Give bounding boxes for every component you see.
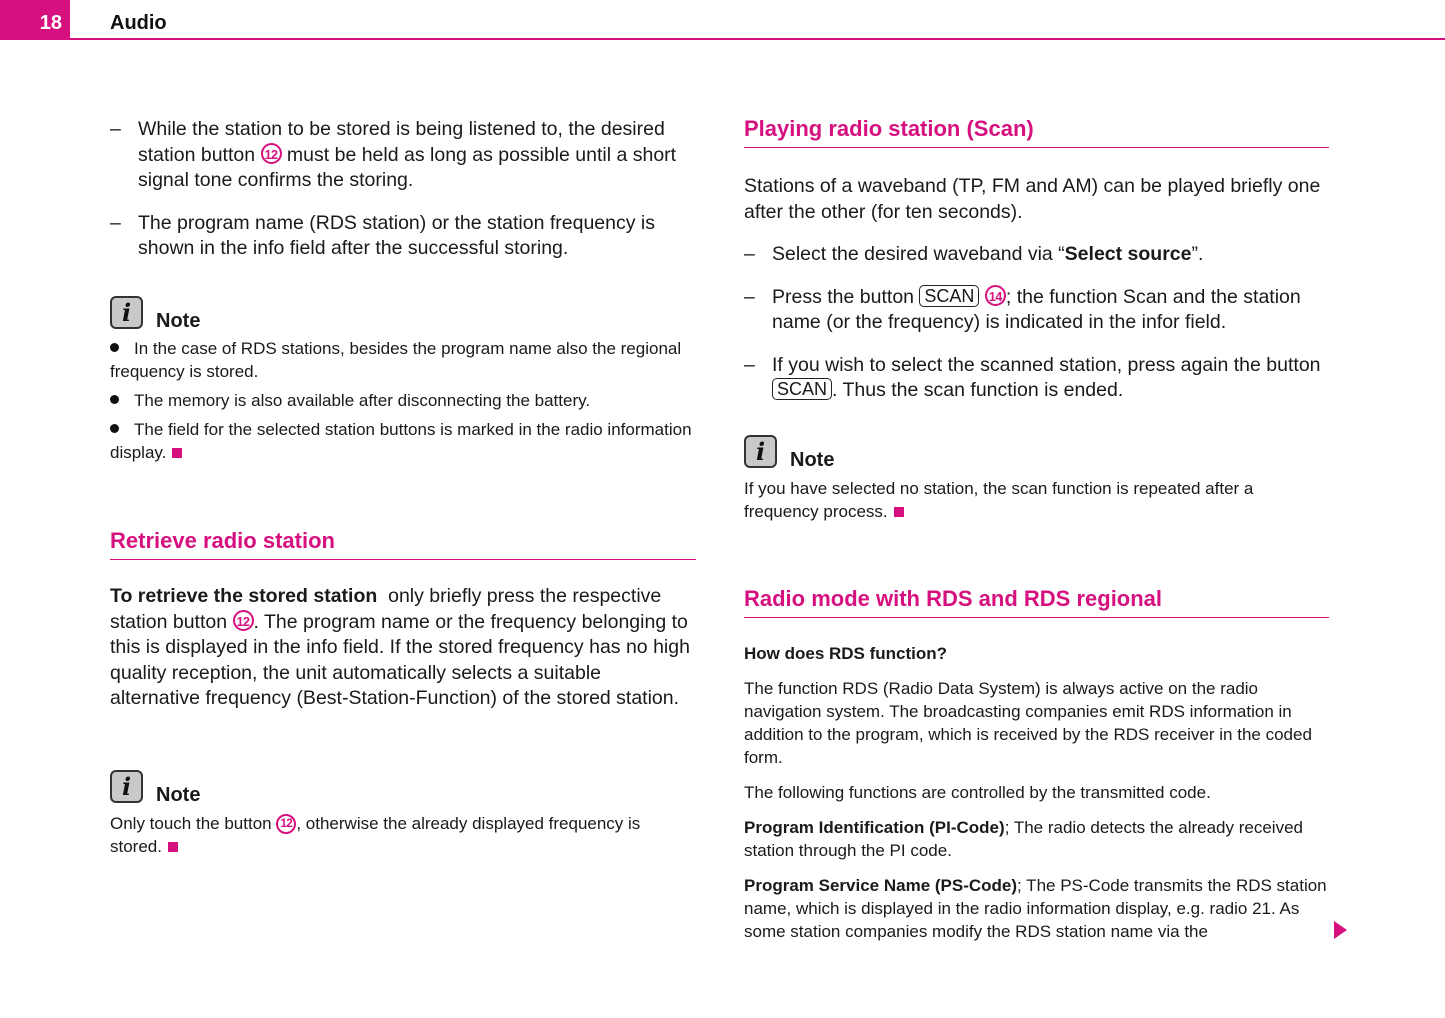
term-text: ; The PS-Code transmits the RDS station name, which is displayed in the radio information display, e.g. radio 21. As some station companies modify the RDS station name via the (744, 876, 1327, 941)
step-item (744, 353, 1329, 404)
note-header (110, 770, 696, 806)
bullet-icon (110, 424, 119, 433)
dash: – (110, 118, 121, 140)
note-header (110, 296, 696, 332)
section-body (110, 584, 696, 712)
dash: – (744, 285, 755, 308)
step-text: The program name (RDS station) or the station frequency is shown in the info field after the successful storing. (138, 211, 655, 259)
note-bullet (110, 389, 696, 412)
section-title: Playing radio station (Scan) (744, 116, 1329, 148)
step-item (744, 285, 1329, 336)
bullet-icon (110, 395, 119, 404)
bullet-icon (110, 343, 119, 352)
note-bullet (110, 337, 696, 383)
step-text: ; the function Scan and the station name (or the frequency) is indicated in the infor field. (772, 285, 1301, 333)
note-body: If you have selected no station, the scan function is repeated after a frequency process. (744, 479, 1254, 521)
note-bullet (110, 418, 696, 464)
info-icon (110, 770, 143, 803)
step-text: must be held as long as possible until a short signal tone confirms the storing. (138, 143, 677, 191)
ref-12-icon: 12 (233, 610, 254, 631)
paragraph-pi-code (744, 816, 1329, 862)
next-page-arrow-icon[interactable] (1334, 921, 1347, 939)
page-number: 18 (39, 12, 62, 34)
section-rds (744, 586, 1329, 943)
paragraph: The function RDS (Radio Data System) is always active on the radio navigation system. The broadcasting companies emit RDS information in addition to the program, which is received by the RDS receiver in the coded form. (744, 679, 1312, 767)
chapter-title: Audio (110, 12, 167, 34)
body-text: only briefly press the respective station button (110, 585, 667, 633)
dash: – (744, 243, 755, 265)
bold-lead: To retrieve the stored station (110, 585, 378, 607)
step-text: Select the desired waveband via “ (772, 243, 1065, 265)
note-body: Only touch the button (110, 814, 277, 833)
step-text: If you wish to select the scanned station, press again the button (772, 353, 1321, 376)
note-label: Note (790, 449, 835, 471)
section-retrieve (110, 528, 696, 712)
bullet-text: The memory is also available after disconnecting the battery. (134, 391, 591, 410)
note-text (744, 477, 1329, 523)
info-glyph: i (121, 298, 132, 327)
note-1 (110, 296, 696, 464)
step-text: . Thus the scan function is ended. (832, 379, 1124, 401)
note-3 (744, 435, 1329, 523)
term-text: ; The radio detects the already received station through the PI code. (744, 818, 1303, 860)
term-bold: Program Service Name (PS-Code) (744, 876, 1018, 895)
info-icon (110, 296, 143, 329)
bullet-text: In the case of RDS stations, besides the program name also the regional frequency is stored. (110, 339, 682, 381)
step-item (110, 117, 696, 194)
ref-14-icon: 14 (985, 285, 1006, 306)
info-glyph: i (755, 437, 766, 466)
scan-key-icon: SCAN (919, 285, 979, 307)
paragraph-ps-code (744, 874, 1334, 943)
scan-key-icon: SCAN (772, 378, 832, 400)
step-text: Press the button (772, 285, 920, 308)
ref-12-icon: 12 (261, 143, 282, 164)
section-title: Retrieve radio station (110, 528, 696, 560)
end-mark-icon (172, 448, 182, 458)
bullet-text: The field for the selected station buttons is marked in the radio information display. (110, 420, 692, 462)
dash: – (744, 353, 755, 376)
body-text: . The program name or the frequency belonging to this is displayed in the info field. If the stored frequency has no high quality reception, the unit automatically selects a suitable alternative frequency (Best-Station-Function) of the stored station. (110, 610, 690, 709)
end-mark-icon (168, 842, 178, 852)
note-text (110, 812, 696, 858)
step-text: ”. (1191, 243, 1204, 265)
end-mark-icon (894, 507, 904, 517)
subheading: How does RDS function? (744, 644, 948, 663)
note-label: Note (156, 784, 201, 806)
step-item (110, 211, 696, 262)
step-bold: Select source (1064, 243, 1192, 265)
note-body: , otherwise the already displayed frequency is stored. (110, 814, 641, 856)
step-text: While the station to be stored is being listened to, the desired station button (138, 118, 665, 166)
term-bold: Program Identification (PI-Code) (744, 818, 1005, 837)
note-label: Note (156, 310, 201, 332)
section-title: Radio mode with RDS and RDS regional (744, 586, 1329, 618)
note-2 (110, 770, 696, 858)
info-glyph: i (121, 772, 132, 801)
step-item (744, 242, 1329, 268)
header-rule (70, 38, 1445, 40)
ref-12-icon: 12 (276, 814, 296, 834)
note-header (744, 435, 1329, 471)
left-column (110, 117, 696, 262)
dash: – (110, 211, 121, 234)
section-scan (744, 116, 1329, 404)
paragraph: The following functions are controlled by the transmitted code. (744, 783, 1211, 802)
section-intro: Stations of a waveband (TP, FM and AM) can be played briefly one after the other (for ten seconds). (744, 175, 1321, 223)
info-icon (744, 435, 777, 468)
